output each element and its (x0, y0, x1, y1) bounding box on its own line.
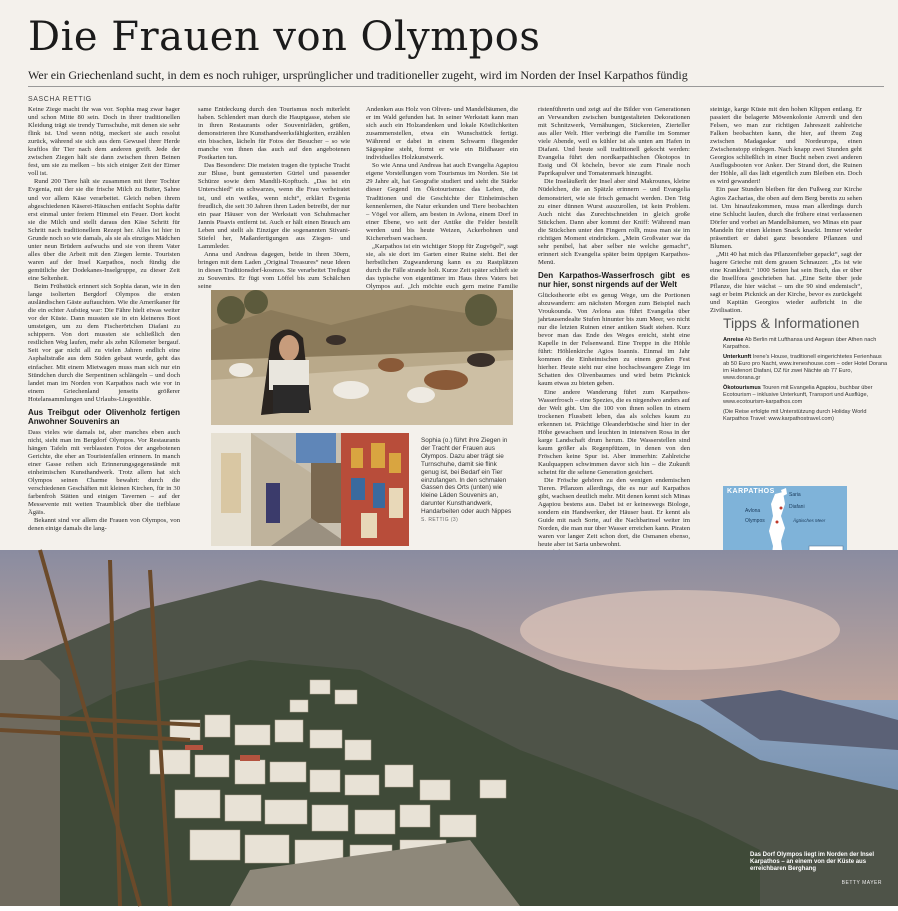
bigphoto-credit: BETTY MAYER (841, 880, 882, 886)
paragraph: Keine Ziege macht ihr was vor. Sophia mag zwar hager und schon Mitte 80 sein. Doch in ihrer traditionellen Kleidung trägt sie trendy Turnschuhe, mit denen sie sehr flink ist. Und wenn nötig, meckert sie auch resolut zurück, während sie sich aus dem Gewusel ihrer Herde kraftlos ihr Tier nach dem anderen greift. Jede der zwischen Ziegen hält sie dann zwischen ihren Beinen fest, um sie zu melken – bis sich einiger Zeit der Eimer voll ist. (28, 106, 180, 178)
tip-text: Irene's House, traditionell eingerichtetes Ferienhaus ab 50 Euro pro Nacht, www.ireneshouse.com – oder Hotel Dorana im Hafenort Diafani, DZ für zwei Nächte ab 77 Euro, www.dorana.gr (723, 354, 888, 381)
tip-label: Anreise (723, 337, 744, 343)
article-subtitle: Wer ein Griechenland sucht, in dem es noch ruhiger, ursprünglicher und traditioneller zugeht, wird im Norden der Insel Karpathos fündig (28, 68, 688, 82)
tip-anreise (723, 337, 889, 351)
photo-caption (421, 437, 513, 525)
caption-text: Sophia (o.) führt ihre Ziegen in der Tracht der Frauen aus Olympos. Dazu aber trägt sie Turnschuhe, damit sie flink genug ist, bei Bedarf ein Tier einzufangen. In den schmalen Gassen des Orts (unten) wie kleine Läden Souvenirs an, darunter Kunsthandwerk, Handarbeiten oder auch Nippes (421, 437, 512, 516)
paragraph: Die Frösche gehören zu den wenigen endemischen Tieren. Pflanzen allerdings, die es nur auf Karpathos gibt, wachsen deutlich mehr. Mit denen kennt sich Minas Agapiou bestens aus. Dabei ist er keineswegs Biologe, sondern ein Handwerker, der Häuser baut. Er kennt als Guide mit nach Sorte, auf die Nachbarinsel weiter im Norden, die man nur über Wasser erreichen kann. Piraten waren vor langer Zeit schon dort, die Osmanen ebenso, heute aber ist Saria unbewohnt. (538, 477, 690, 549)
header-rule (28, 86, 884, 87)
paragraph: Rund 200 Tiere hält sie zusammen mit ihrer Tochter Evgenia, mit der sie die frische Milch zu Butter, Sahne und vor allem Käse verarbeitet. Gleich neben ihrem abgeschiedenen Käserei-Häuschen entfacht Sophia dafür erst einmal unter freiem Himmel ein Feuer. Dort kocht sie die Milch und stellt daraus den Käse Schritt für Schritt nach traditionellem Rezept her. Alles ist hier in Grunde noch so wie damals, als sie als einziges Mädchen unter neun Brüdern aufwuchs und sie von ihrem Vater alles über die Arbeit mit den Ziegen lernte. Touristen waren auf der Insel Karpathos, noch fündig die gemütliche der Dodekanes-Inselgruppe, zu dieser Zeit eine Seltenheit. (28, 178, 180, 282)
map-title: KARPATHOS (727, 488, 775, 495)
section-heading: Den Karpathos-Wasserfrosch gibt es nur hier, sonst nirgends auf der Welt (538, 270, 690, 290)
section-heading: Aus Treibgut oder Olivenholz fertigen Anwohner Souvenirs an (28, 407, 180, 427)
tip-oekotourismus (723, 385, 889, 406)
byline: SASCHA RETTIG (28, 96, 92, 103)
text-column-2 (198, 106, 350, 291)
text-column-4 (538, 106, 690, 553)
paragraph: So wie Anna und Andreas hat auch Evangelia Agapiou eigene Vorstellungen vom Tourismus im Norden. Sie ist 29 Jahre alt, hat Geografie studiert und sieht die Stärke dieser Gegend im Ökotourismus: das Leben, die Traditionen und die Geschichte der Einheimischen kennenlernen, die Natur erkunden und Tiere beobachten – Vögel vor allem, am besten in Avlona, einem Dorf in einer Ebene, wo seit der Antike die Felder bestellt werden und bis heute Weizen, Ackerbohnen und Kichererbsen wachsen. (366, 162, 518, 242)
paragraph: Beim Frühstück erinnert sich Sophia daran, wie in den lange isolierten Bergdorf Olympos die ersten ausländischen Gäste auftauchten. Wie die Amerikaner für die ein echter Aufstieg war: Die Fähre hielt etwas weiter vor der Küste. Dann mussten sie in ein kleineres Boot umsteigen, um zu dem Fischerörtchen Diafani zu schippern. Von dort mussten sie schließlich den restlichen Weg laufen, mehr als zehn Kilometer bergauf. Seit vor gar nicht all zu vielen Jahren endlich eine Asphaltstraße aus dem Süden gebaut wurde, geht das einfacher. Mit einem Mietwagen muss man sich nur ein Stündchen durch die Serpentinen schlängeln – und doch landet man im Norden von Karpathos nach wie vor in einem Griechenland jenseits größerer Hotelansammlungen und Urlaubs-Liegestühle. (28, 283, 180, 403)
article-title: Die Frauen von Olympos (28, 14, 541, 60)
text-column-1 (28, 106, 180, 553)
paragraph: same Entdeckung durch den Tourismus noch miterlebt haben. Schlendert man durch die Hauptgasse, stehen sie in ihren Restaurants oder Souvenirläden, grüßen, demonstrieren ihre Kunsthandwerksfähigkeiten, erzählen ein bisschen, lächeln für Fotos der Besucher – so wie manche von ihnen das auch auf den angebotenen Postkarten tun. (198, 106, 350, 162)
tip-text: Ab Berlin mit Lufthansa und Aegean über Athen nach Karpathos. (723, 337, 877, 350)
paragraph: Dass vieles wie damals ist, aber manches eben auch nicht, sieht man im Bergdorf Olympos. Vor Restaurants hängen Tafeln mit verblassten Fotos der angebotenen Gerichte, die eher an Touristenfallen erinnern. In manch einer Gasse reihen sich Erinnerungsgegenstände mit einheimischen Kunsthandwerk. Trotz allem hat sich Olympos seinen Charme bewahrt: durch die verschiedenen Geschäften mit kleinen Kirchen, für in 30 farbenfroh Stätten und einigen Tavernen – auf der Messevente mit weiten Traumblick über die tiefblaue Ägäis. (28, 428, 180, 517)
text-column-3 (366, 106, 518, 291)
tip-label: Ökotourismus (723, 385, 761, 391)
paragraph: Anna und Andreas dagegen, beide in ihren 30ern, bringen mit dem Laden „Original Treasures“ neue Ideen in diesen Traditionsdorf-kosmos. Sie verarbeitet Treibgut zu Souvenirs. Er fügt vom Löffel bis zum Schälchen seine (198, 250, 350, 291)
tip-note: (Die Reise erfolgte mit Unterstützung durch Holiday World Karpathos Travel: www.karpathostravel.com) (723, 409, 867, 422)
paragraph: Die Inseläußerlt der Insel aber sind Makrounes, kleine Nüdelchen, die an Spätzle erinnern – und Evangelia demonstriert, wie sie frisch gemacht werden. Den Teig zu einer dünnen Wurst auszurollen, ist kein Problem. Auch nicht das Zurechtschneiden in gleich große Stückchen. Dann aber kommt der Kniff: Während man die Stückchen unter den Fingern rollt, muss man sie im richtigen Moment eindrücken. „Mein Großvater war da sehr penibel, hat aber selber nie welche gemacht“, erinnert sich Evangelia später beim üppigen Karpathos-Menü. (538, 178, 690, 266)
tip-label: Unterkunft (723, 354, 752, 360)
goat-photo-illustration (211, 290, 513, 425)
paragraph: Glückstheorie eibt es genug Wege, um die Portionen abzuwandern: am nächsten Morgen zum Beispiel nach Vroukounda. Von Avlona aus führt Evangelia über jahrtausendealte Stufen hinunter bis zum Meer, wo nicht nur die letzten Ruinen einer antiken Stadt stehen. Kurz bevor man das Ende des Weges ereicht, steht eine Kapelle in der Felsenwand. Eine Treppe in die Höhle führt: Höhlenkirche Agios Ioannis. Einmal im Jahr kommen die Einheimischen zu einem großen Fest hierher. Heute sieht nur eine hochschwangere Ziege im Schatten des Olivenbaumes und wird beim Picknick kaum etwas zu bieten geben. (538, 291, 690, 388)
paragraph: „Mit 40 hat mich das Pflanzenfieber gepackt“, sagt der hagere Grieche mit dem grauen Schnauzer. „Es ist wie eine Krankheit.“ 1000 Seiten hat sein Buch, das er über die Insellfora geschrieben hat. „Eine Seite über jede Pflanze, die hier wächst – um die 90 sind endemisch“, sagt er beim Picknick an der Kirche, bevor es zurückgeht und Kapitän Georgios wieder aufbricht in die Zivilisation. (710, 250, 862, 315)
map-place: Olympos (745, 518, 765, 524)
paragraph: Andenken aus Holz von Oliven- und Mandelbäumen, die er im Wald gefunden hat. In seiner Werkstatt kann man sich auch ein Holzandenken und lokale Köstlichkeiten zusammenstellen, etwa ein Wunschstück fertigt. Während er dabei in einem Schwarm fliegender Sägespäne steht, formt er wie ein Bildhauer ein individuelles Holzkunstwerk. (366, 106, 518, 162)
tip-text: Touren mit Evangelia Agapiou, buchbar über Ecotourism – inklusive Unterkunft, Transport und Ausflüge, www.ecotourism-karpathos.com (723, 385, 873, 405)
photo-woman-with-goats (211, 290, 513, 425)
alley-photo-illustration (211, 433, 409, 546)
map-place: Avlona (745, 508, 761, 514)
paragraph: Bekannt sind vor allem die Frauen von Olympos, von denen einige damals die lang- (28, 517, 180, 533)
map-place: Ägäisches Meer (793, 518, 826, 523)
map-place: Diafani (789, 504, 805, 510)
bigphoto-caption: Das Dorf Olympos liegt im Norden der Insel Karpathos – an einem von der Küste aus erreichbaren Berghang (750, 852, 875, 873)
paragraph: „Karpathos ist ein wichtiger Stopp für Zugvögel“, sagt sie, als sie dort im Garten einer Ruine steht. Bei der herbstlichen Zugwanderung kann es zu Rastplätzen durch die Fälle strande holt. Kurze Zeit später schlieft sie das typische von eigentümer im Haus ihres Vaters bei Olympos auf. „Ich möchte euch gern meine Familie (366, 242, 518, 291)
tips-title: Tipps & Informationen (723, 315, 860, 331)
text-column-5 (710, 106, 862, 315)
photo-souvenir-alley (211, 433, 409, 546)
tips-box (723, 316, 889, 426)
paragraph: ristenführerin und zeigt auf die Bilder von Generationen an Verwandten zwischen buntgestalteten Dekorationen mit Schnitzwerk, Vernähungen, Stickereien, Zierteller aus aller Welt. Hier verbringt die Familie im Sommer viele Abende, weil es kühler ist als unten am Hafen in Diafani. Und heute soll traditionell gekocht werden: Evangelia führt den nordkarpathischen Ökotopos in Essig und Öl köcheln, bevor sie zum Finale noch Paprikapulver und Tomatenmark hinzugibt. (538, 106, 690, 178)
map-place: Saria (789, 492, 801, 498)
tip-unterkunft (723, 354, 889, 382)
paragraph: Das Besondere: Die meisten tragen die typische Tracht zur Bluse, bunt gemusterten Gürtel und passender Schürze sowie dem Mandili-Kopftuch. „Das ist ein Unterschied“ ein schwarzes, wenn die Frau verheiratet ist, und ein weißes, wenn nicht“, erklärt Evgenia freudlich, die seit 30 Jahren ihren Laden betreibt, der nur ein paar Häuser von der Werkstatt von Schuhmacher Jannis Pisavis entfernt ist. Auch er hält einen Brauch am Leben und stellt als Einziger die sogenannten Stivani-Stiefel her, Maßanfertigungen aus Ziegen- und Lammleder. (198, 162, 350, 250)
paragraph: Eine andere Wanderung führt zum Karpathos-Wasserfrosch – eine Spezies, die es nirgendwo anders auf der Welt gibt. Um die 100 von ihnen sollen in einem trockenen Flussbett leben, das als solches kaum zu erkennen ist. Prächtige Oleanderbüsche sind hier in der Höhe gewachsen und leuchten in intensiven Rosa in der karge Landschaft drum herum. Die Wasserstellen sind kaum größer als Regenpfützen, in denen von den Fröschen keine Spur ist. Aber immerhin: Zahlreiche Kaulquappen schwimmen davor sich hin – die Zukunft scheint für die seltene Generation gesichert. (538, 388, 690, 476)
photo-credit: S. RETTIG (3) (421, 517, 459, 524)
paragraph: Ein paar Stunden bleiben für den Fußweg zur Kirche Agios Zacharias, die oben auf dem Berg bereits zu sehen ist. Um hinaufzukommen, muss man allerdings durch eine Schlucht laufen, durch die frühere einst verlassenen Dörfer und vorbei an Mandelbäumen, wo Minas ein paar Mandeln für einen kleinen Snack knackt. Immer wieder präsentiert er dabei ganz besondere Pflanzen und Blumen. (710, 186, 862, 250)
paragraph: steinige, karge Küste mit den hohen Klippen entlang. Er passiert die belagerte Möwenkolonie Amvrdi und den Felsen, wo man zur richtigen Jahreszeit zahlreiche Falken beobachten kann, die hier, auf ihrem Zug zwischen Madagaskar und Nordeuropa, einen Zwischenstopp einlegen. Nach knapp zwei Stunden geht Georgios schließlich in einer Bucht neben zwei anderen Ausflugsbooten vor Anker. Der Strand dort, die Ruinen der Höhle, all das lädt eigentlich zum Bleiben ein. Doch es wird gewandert! (710, 106, 862, 186)
